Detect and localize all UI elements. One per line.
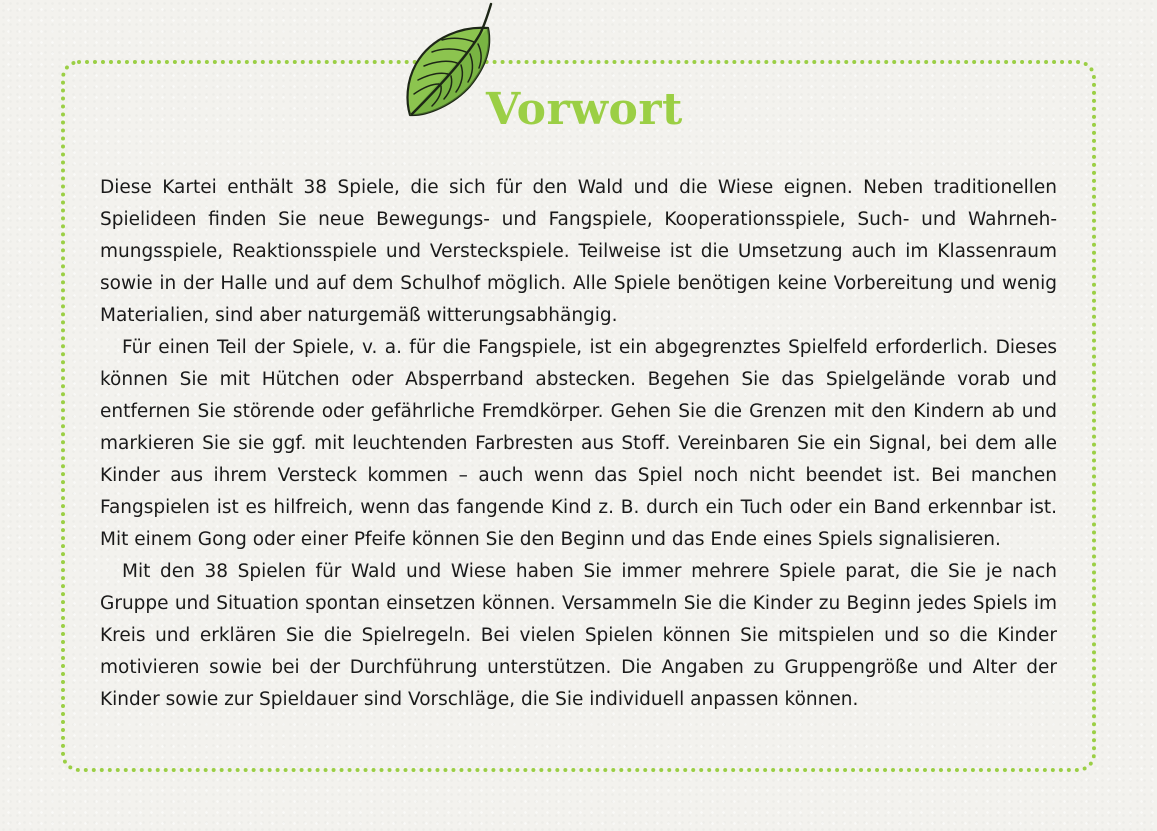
leaf-icon xyxy=(402,2,498,120)
paragraph-3: Mit den 38 Spielen für Wald und Wiese haben Sie immer mehrere Spiele parat, die Sie je nach Gruppe und Situation spontan einsetzen können. Versammeln Sie die Kinder zu Beginn jedes Spiels im Kreis und erklären Sie die Spielregeln. Bei vielen Spielen können Sie mitspielen und so die Kinder motivieren sowie bei der Durchführung unterstützen. Die Angaben zu Gruppengröße und Alter der Kinder sowie zur Spieldauer sind Vorschläge, die Sie individuell anpassen können. xyxy=(100,561,1057,710)
page-title: Vorwort xyxy=(486,84,683,135)
preface-body xyxy=(100,172,1057,716)
paragraph-1: Diese Kartei enthält 38 Spiele, die sich für den Wald und die Wiese eignen. Neben traditionellen Spielideen finden Sie neue Bewegungs- und Fangspiele, Kooperationsspiele, Such- und Wahrnehmungsspiele, Reaktionsspiele und Versteckspiele. Teilweise ist die Umsetzung auch im Klassenraum sowie in der Halle und auf dem Schulhof möglich. Alle Spiele benötigen keine Vorbereitung und wenig Materialien, sind aber naturgemäß witterungsabhängig. xyxy=(100,177,1057,326)
paragraph-2: Für einen Teil der Spiele, v. a. für die Fangspiele, ist ein abgegrenztes Spielfeld erforderlich. Dieses können Sie mit Hütchen oder Absperrband abstecken. Begehen Sie das Spielgelände vorab und entfernen Sie störende oder gefährliche Fremdkörper. Gehen Sie die Grenzen mit den Kindern ab und markieren Sie sie ggf. mit leuchtenden Farbresten aus Stoff. Vereinbaren Sie ein Signal, bei dem alle Kinder aus ihrem Versteck kommen – auch wenn das Spiel noch nicht beendet ist. Bei manchen Fangspielen ist es hilfreich, wenn das fangende Kind z. B. durch ein Tuch oder ein Band erkennbar ist. Mit einem Gong oder einer Pfeife können Sie den Beginn und das Ende eines Spiels signalisieren. xyxy=(100,337,1057,550)
